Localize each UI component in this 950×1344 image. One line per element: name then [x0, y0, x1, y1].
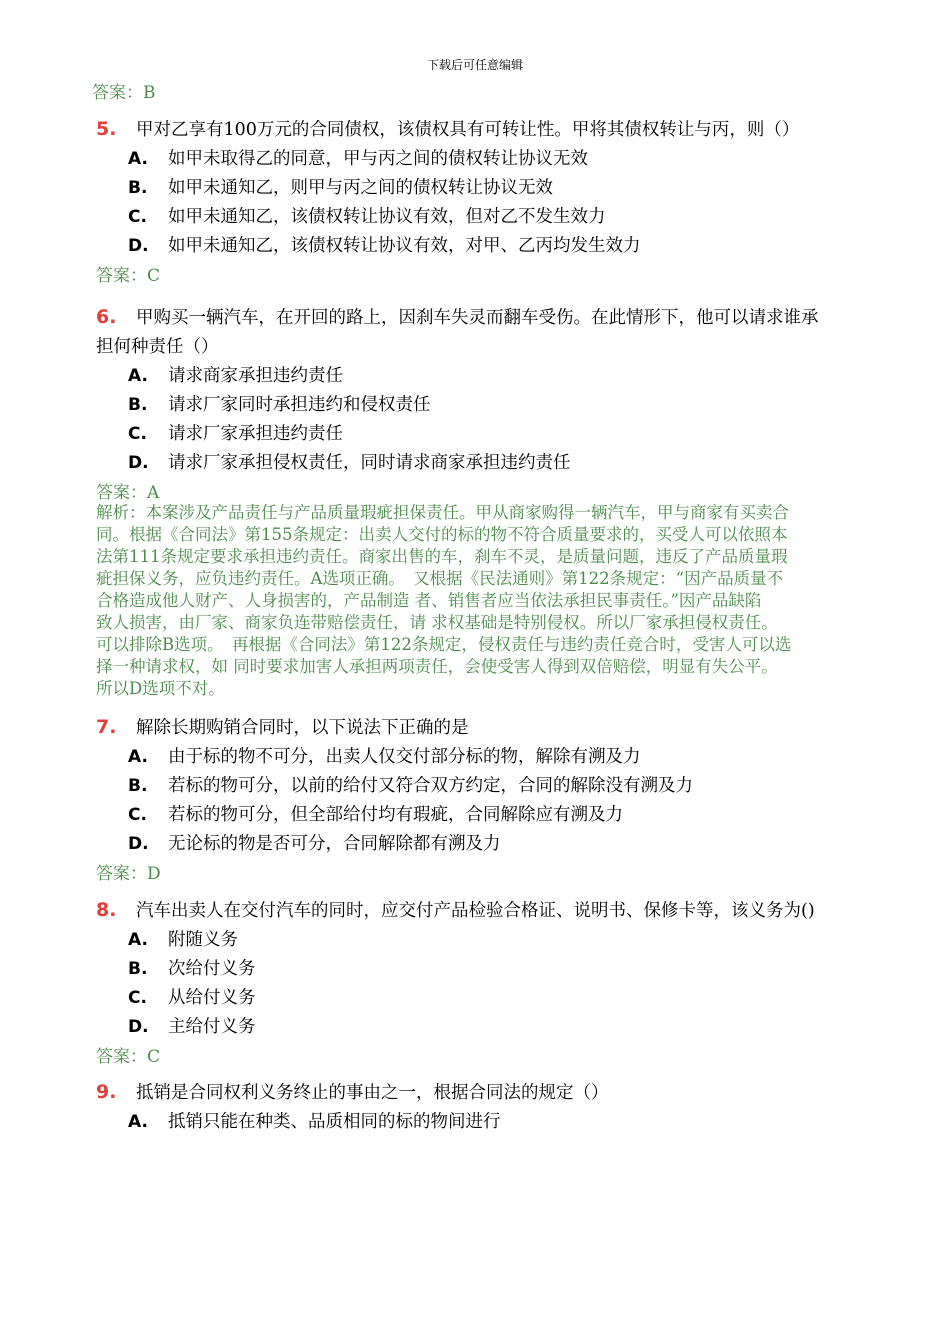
option-text: 如甲未通知乙，该债权转让协议有效，对甲、乙丙均发生效力 [168, 236, 641, 256]
question-text: 抵销是合同权利义务终止的事由之一，根据合同法的规定（） [136, 1083, 609, 1103]
option-c [128, 203, 606, 228]
analysis-line: 同。根据《合同法》第155条规定：出卖人交付的标的物不符合质量要求的，买受人可以依照本 [96, 525, 788, 544]
option-a [128, 926, 238, 951]
option-d [128, 232, 641, 257]
option-a [128, 145, 588, 170]
answer-7: 答案：D [96, 864, 161, 884]
option-text: 无论标的物是否可分，合同解除都有溯及力 [168, 834, 501, 854]
option-text: 请求厂家承担违约责任 [168, 424, 343, 444]
answer-6: 答案：A [96, 483, 160, 503]
option-b [128, 391, 431, 416]
question-number: 5. [96, 118, 117, 140]
option-text: 如甲未通知乙，则甲与丙之间的债权转让协议无效 [168, 178, 553, 198]
option-label: D. [128, 236, 149, 256]
option-text: 从给付义务 [168, 988, 256, 1008]
option-text: 如甲未通知乙，该债权转让协议有效，但对乙不发生效力 [168, 207, 606, 227]
option-d [128, 830, 501, 855]
analysis-line: 择一种请求权，如 同时要求加害人承担两项责任，会使受害人得到双倍赔偿，明显有失公平。 [96, 657, 778, 676]
question-number: 8. [96, 899, 117, 921]
page-header: 下载后可任意编辑 [426, 58, 523, 72]
option-a [128, 743, 641, 768]
analysis-line: 所以D选项不对。 [96, 679, 225, 698]
option-label: D. [128, 453, 149, 473]
question-text: 解除长期购销合同时，以下说法下正确的是 [136, 718, 469, 738]
option-text: 主给付义务 [168, 1017, 256, 1037]
option-label: B. [128, 776, 148, 796]
option-text: 次给付义务 [168, 959, 256, 979]
option-label: D. [128, 834, 149, 854]
option-text: 抵销只能在种类、品质相同的标的物间进行 [168, 1112, 501, 1132]
option-label: A. [128, 1112, 148, 1132]
option-text: 请求厂家承担侵权责任，同时请求商家承担违约责任 [168, 453, 571, 473]
option-text: 若标的物可分，以前的给付又符合双方约定，合同的解除没有溯及力 [168, 776, 693, 796]
question-7 [96, 714, 469, 739]
question-8 [96, 897, 815, 922]
option-c [128, 801, 623, 826]
option-text: 请求商家承担违约责任 [168, 366, 343, 386]
option-text: 由于标的物不可分，出卖人仅交付部分标的物，解除有溯及力 [168, 747, 641, 767]
question-text: 甲对乙享有100万元的合同债权，该债权具有可转让性。甲将其债权转让与丙，则（） [136, 120, 800, 140]
previous-answer: 答案：B [92, 83, 156, 103]
answer-8: 答案：C [96, 1047, 161, 1067]
answer-5: 答案：C [96, 266, 161, 286]
option-c [128, 420, 343, 445]
analysis-line: 解析：本案涉及产品责任与产品质量瑕疵担保责任。甲从商家购得一辆汽车，甲与商家有买卖合 [96, 503, 789, 522]
option-label: B. [128, 178, 148, 198]
question-number: 7. [96, 716, 117, 738]
option-label: D. [128, 1017, 149, 1037]
option-b [128, 174, 553, 199]
analysis-line: 法第111条规定要求承担违约责任。商家出售的车，刹车不灵，是质量问题，违反了产品质量瑕 [96, 547, 788, 566]
question-text: 甲购买一辆汽车，在开回的路上，因刹车失灵而翻车受伤。在此情形下，他可以请求谁承 [136, 308, 819, 328]
analysis-line: 致人损害，由厂家、商家负连带赔偿责任，请 求权基础是特别侵权。所以厂家承担侵权责任。 [96, 613, 778, 632]
option-label: C. [128, 424, 147, 444]
analysis-line: 疵担保义务，应负违约责任。A选项正确。 又根据《民法通则》第122条规定：“因产品质量不 [96, 569, 784, 588]
option-text: 请求厂家同时承担违约和侵权责任 [168, 395, 431, 415]
option-d [128, 1013, 256, 1038]
option-d [128, 449, 571, 474]
option-label: C. [128, 805, 147, 825]
option-b [128, 955, 256, 980]
option-label: B. [128, 959, 148, 979]
question-text-continued: 担何种责任（） [96, 337, 219, 357]
question-number: 9. [96, 1081, 117, 1103]
option-text: 附随义务 [168, 930, 238, 950]
option-c [128, 984, 256, 1009]
option-a [128, 362, 343, 387]
question-number: 6. [96, 306, 117, 328]
question-5 [96, 116, 799, 141]
question-text: 汽车出卖人在交付汽车的同时，应交付产品检验合格证、说明书、保修卡等，该义务为() [136, 901, 815, 921]
question-9 [96, 1079, 609, 1104]
analysis-line: 合格造成他人财产、人身损害的，产品制造 者、销售者应当依法承担民事责任。”因产品缺陷 [96, 591, 762, 610]
option-text: 若标的物可分，但全部给付均有瑕疵，合同解除应有溯及力 [168, 805, 623, 825]
question-6 [96, 304, 819, 329]
option-label: B. [128, 395, 148, 415]
option-label: C. [128, 207, 147, 227]
option-label: A. [128, 930, 148, 950]
option-text: 如甲未取得乙的同意，甲与丙之间的债权转让协议无效 [168, 149, 588, 169]
option-b [128, 772, 693, 797]
analysis-line: 可以排除B选项。 再根据《合同法》第122条规定，侵权责任与违约责任竞合时，受害人可以选 [96, 635, 792, 654]
option-label: A. [128, 149, 148, 169]
option-label: A. [128, 747, 148, 767]
option-label: A. [128, 366, 148, 386]
option-a [128, 1108, 501, 1133]
option-label: C. [128, 988, 147, 1008]
